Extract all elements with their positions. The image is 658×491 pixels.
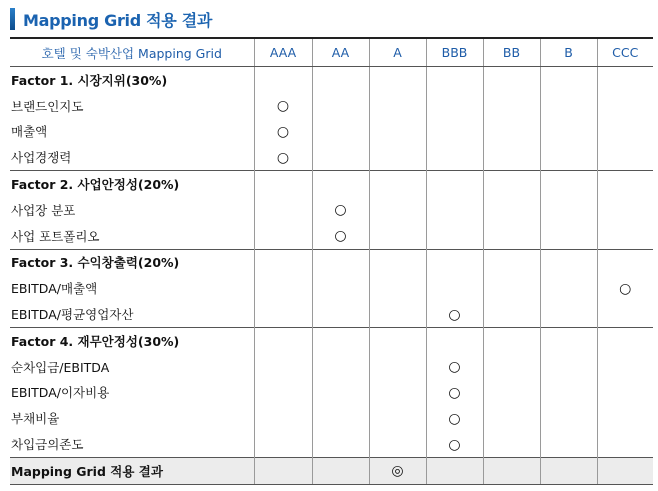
- grade-cell: [312, 223, 369, 249]
- grade-cell: [540, 457, 597, 484]
- double-circle-mark: ◎: [391, 463, 404, 480]
- grade-cell: [483, 327, 540, 353]
- factor-label: Factor 1. 시장지위(30%): [11, 72, 168, 88]
- grade-cell: [369, 457, 426, 484]
- table-row: [10, 431, 653, 457]
- table-row: [10, 275, 653, 301]
- grade-cell: [369, 171, 426, 197]
- grade-cell: [483, 457, 540, 484]
- grade-cell: [540, 144, 597, 170]
- circle-mark: ○: [276, 149, 290, 166]
- grade-cell: [369, 354, 426, 380]
- header-cell: AAA: [254, 38, 312, 67]
- grade-cell: [483, 197, 540, 223]
- grade-cell: [312, 119, 369, 145]
- factor-row: [10, 171, 653, 197]
- grade-cell: [426, 197, 483, 223]
- grade-cell: [426, 457, 483, 484]
- circle-mark: ○: [448, 436, 461, 453]
- grade-cell: [312, 327, 369, 353]
- grade-cell: [426, 67, 483, 93]
- item-label: EBITDA/평균영업자산: [11, 307, 134, 323]
- header-cell: 호텔 및 숙박산업 Mapping Grid: [10, 38, 254, 67]
- grade-cell: [369, 405, 426, 431]
- item-label: 사업경쟁력: [11, 150, 72, 166]
- circle-mark: ○: [448, 410, 461, 427]
- factor-label: Factor 4. 재무안정성(30%): [10, 327, 254, 353]
- grade-cell: [312, 67, 369, 93]
- grade-cell: [254, 405, 312, 431]
- factor-label: Factor 2. 사업안정성(20%): [10, 171, 254, 197]
- grade-cell: [369, 197, 426, 223]
- circle-mark: ○: [448, 306, 461, 323]
- grade-cell: [369, 431, 426, 457]
- grade-cell: [540, 197, 597, 223]
- grade-cell: [312, 197, 369, 223]
- grade-cell: [369, 93, 426, 119]
- grade-cell: [312, 301, 369, 327]
- header-cell: BB: [483, 38, 540, 67]
- grade-cell: [254, 119, 312, 145]
- circle-mark: ○: [276, 98, 290, 115]
- header-cell: BBB: [426, 38, 483, 67]
- grade-cell: [369, 144, 426, 170]
- grade-cell: [483, 380, 540, 406]
- factor-label: Factor 3. 수익창출력(20%): [10, 249, 254, 275]
- grade-cell: [312, 275, 369, 301]
- grade-cell: [312, 249, 369, 275]
- circle-mark: ○: [619, 280, 632, 297]
- table-row: [10, 223, 653, 249]
- table-body: [10, 67, 653, 485]
- grade-cell: [369, 67, 426, 93]
- grade-cell: [540, 67, 597, 93]
- grade-cell: [426, 223, 483, 249]
- grade-cell: [597, 275, 653, 301]
- grade-cell: [597, 144, 653, 170]
- grade-cell: [254, 93, 312, 119]
- table-row: [10, 405, 653, 431]
- grade-cell: [597, 249, 653, 275]
- grade-cell: [483, 93, 540, 119]
- header-cell: B: [540, 38, 597, 67]
- grade-cell: [312, 405, 369, 431]
- grade-cell: [369, 249, 426, 275]
- factor-row: [10, 327, 653, 353]
- grade-cell: [540, 301, 597, 327]
- factor-row: [10, 249, 653, 275]
- grade-cell: [540, 431, 597, 457]
- grade-cell: [597, 197, 653, 223]
- grade-cell: [540, 327, 597, 353]
- grade-cell: [369, 223, 426, 249]
- table-row: [10, 301, 653, 327]
- grade-cell: [369, 380, 426, 406]
- grade-cell: [254, 431, 312, 457]
- table-row: [10, 144, 653, 170]
- grade-cell: [426, 275, 483, 301]
- grade-cell: [426, 354, 483, 380]
- grade-cell: [254, 144, 312, 170]
- grade-cell: [597, 67, 653, 93]
- result-row: [10, 457, 653, 484]
- grade-cell: [540, 93, 597, 119]
- grade-cell: [597, 119, 653, 145]
- grade-cell: [254, 249, 312, 275]
- title-accent-bar: [10, 8, 15, 30]
- item-label: EBITDA/이자비용: [11, 385, 110, 401]
- grade-cell: [540, 171, 597, 197]
- grade-cell: [483, 144, 540, 170]
- item-label: 부채비율: [11, 411, 60, 427]
- grade-cell: [369, 275, 426, 301]
- circle-mark: ○: [276, 123, 290, 140]
- item-label: 사업장 분포: [11, 202, 76, 218]
- grade-cell: [540, 354, 597, 380]
- grade-cell: [483, 249, 540, 275]
- table-row: [10, 197, 653, 223]
- grade-cell: [540, 405, 597, 431]
- grade-cell: [426, 380, 483, 406]
- header-cell: AA: [312, 38, 369, 67]
- item-label: 사업 포트폴리오: [11, 228, 100, 244]
- grade-cell: [483, 301, 540, 327]
- mapping-grid-table: [10, 37, 653, 485]
- page-title: Mapping Grid 적용 결과: [23, 10, 213, 30]
- grade-cell: [254, 327, 312, 353]
- grade-cell: [426, 93, 483, 119]
- grade-cell: [483, 354, 540, 380]
- table-row: [10, 354, 653, 380]
- grade-cell: [540, 380, 597, 406]
- header-cell: CCC: [597, 38, 653, 67]
- grade-cell: [540, 223, 597, 249]
- circle-mark: ○: [334, 228, 347, 245]
- table-header-row: [10, 38, 653, 67]
- grade-cell: [254, 457, 312, 484]
- grade-cell: [254, 354, 312, 380]
- grade-cell: [483, 67, 540, 93]
- grade-cell: [483, 275, 540, 301]
- grade-cell: [483, 431, 540, 457]
- table-row: [10, 380, 653, 406]
- circle-mark: ○: [334, 202, 347, 219]
- grade-cell: [426, 327, 483, 353]
- section-title: [10, 6, 212, 32]
- grade-cell: [312, 431, 369, 457]
- table-row: [10, 119, 653, 145]
- grade-cell: [426, 119, 483, 145]
- circle-mark: ○: [448, 384, 461, 401]
- grade-cell: [312, 457, 369, 484]
- grade-cell: [426, 171, 483, 197]
- grade-cell: [483, 119, 540, 145]
- grade-cell: [254, 197, 312, 223]
- grade-cell: [426, 249, 483, 275]
- grade-cell: [426, 144, 483, 170]
- item-label: 순차입금/EBITDA: [11, 359, 110, 375]
- grade-cell: [312, 354, 369, 380]
- grade-cell: [483, 405, 540, 431]
- grade-cell: [312, 93, 369, 119]
- grade-cell: [483, 171, 540, 197]
- item-label: EBITDA/매출액: [11, 281, 98, 297]
- grade-cell: [540, 275, 597, 301]
- grade-cell: [426, 405, 483, 431]
- factor-row: [10, 67, 653, 93]
- item-label: 매출액: [11, 124, 48, 140]
- grade-cell: [597, 405, 653, 431]
- grade-cell: [597, 431, 653, 457]
- grade-cell: [312, 380, 369, 406]
- grade-cell: [597, 457, 653, 484]
- grade-cell: [254, 171, 312, 197]
- grade-cell: [597, 301, 653, 327]
- grade-cell: [254, 275, 312, 301]
- grade-cell: [369, 119, 426, 145]
- grade-cell: [426, 431, 483, 457]
- result-label: Mapping Grid 적용 결과: [10, 457, 254, 484]
- grade-cell: [597, 354, 653, 380]
- grade-cell: [597, 93, 653, 119]
- grade-cell: [254, 223, 312, 249]
- item-label: 브랜드인지도: [11, 98, 84, 114]
- grade-cell: [597, 380, 653, 406]
- item-label: 차입금의존도: [11, 437, 84, 453]
- grade-cell: [540, 119, 597, 145]
- grade-cell: [312, 144, 369, 170]
- grade-cell: [369, 327, 426, 353]
- grade-cell: [597, 327, 653, 353]
- header-cell: A: [369, 38, 426, 67]
- circle-mark: ○: [448, 359, 461, 376]
- grade-cell: [426, 301, 483, 327]
- grade-cell: [597, 171, 653, 197]
- table-row: [10, 93, 653, 119]
- grade-cell: [254, 67, 312, 93]
- grade-cell: [483, 223, 540, 249]
- grade-cell: [540, 249, 597, 275]
- grade-cell: [369, 301, 426, 327]
- grade-cell: [254, 380, 312, 406]
- grade-cell: [312, 171, 369, 197]
- grade-cell: [254, 301, 312, 327]
- grade-cell: [597, 223, 653, 249]
